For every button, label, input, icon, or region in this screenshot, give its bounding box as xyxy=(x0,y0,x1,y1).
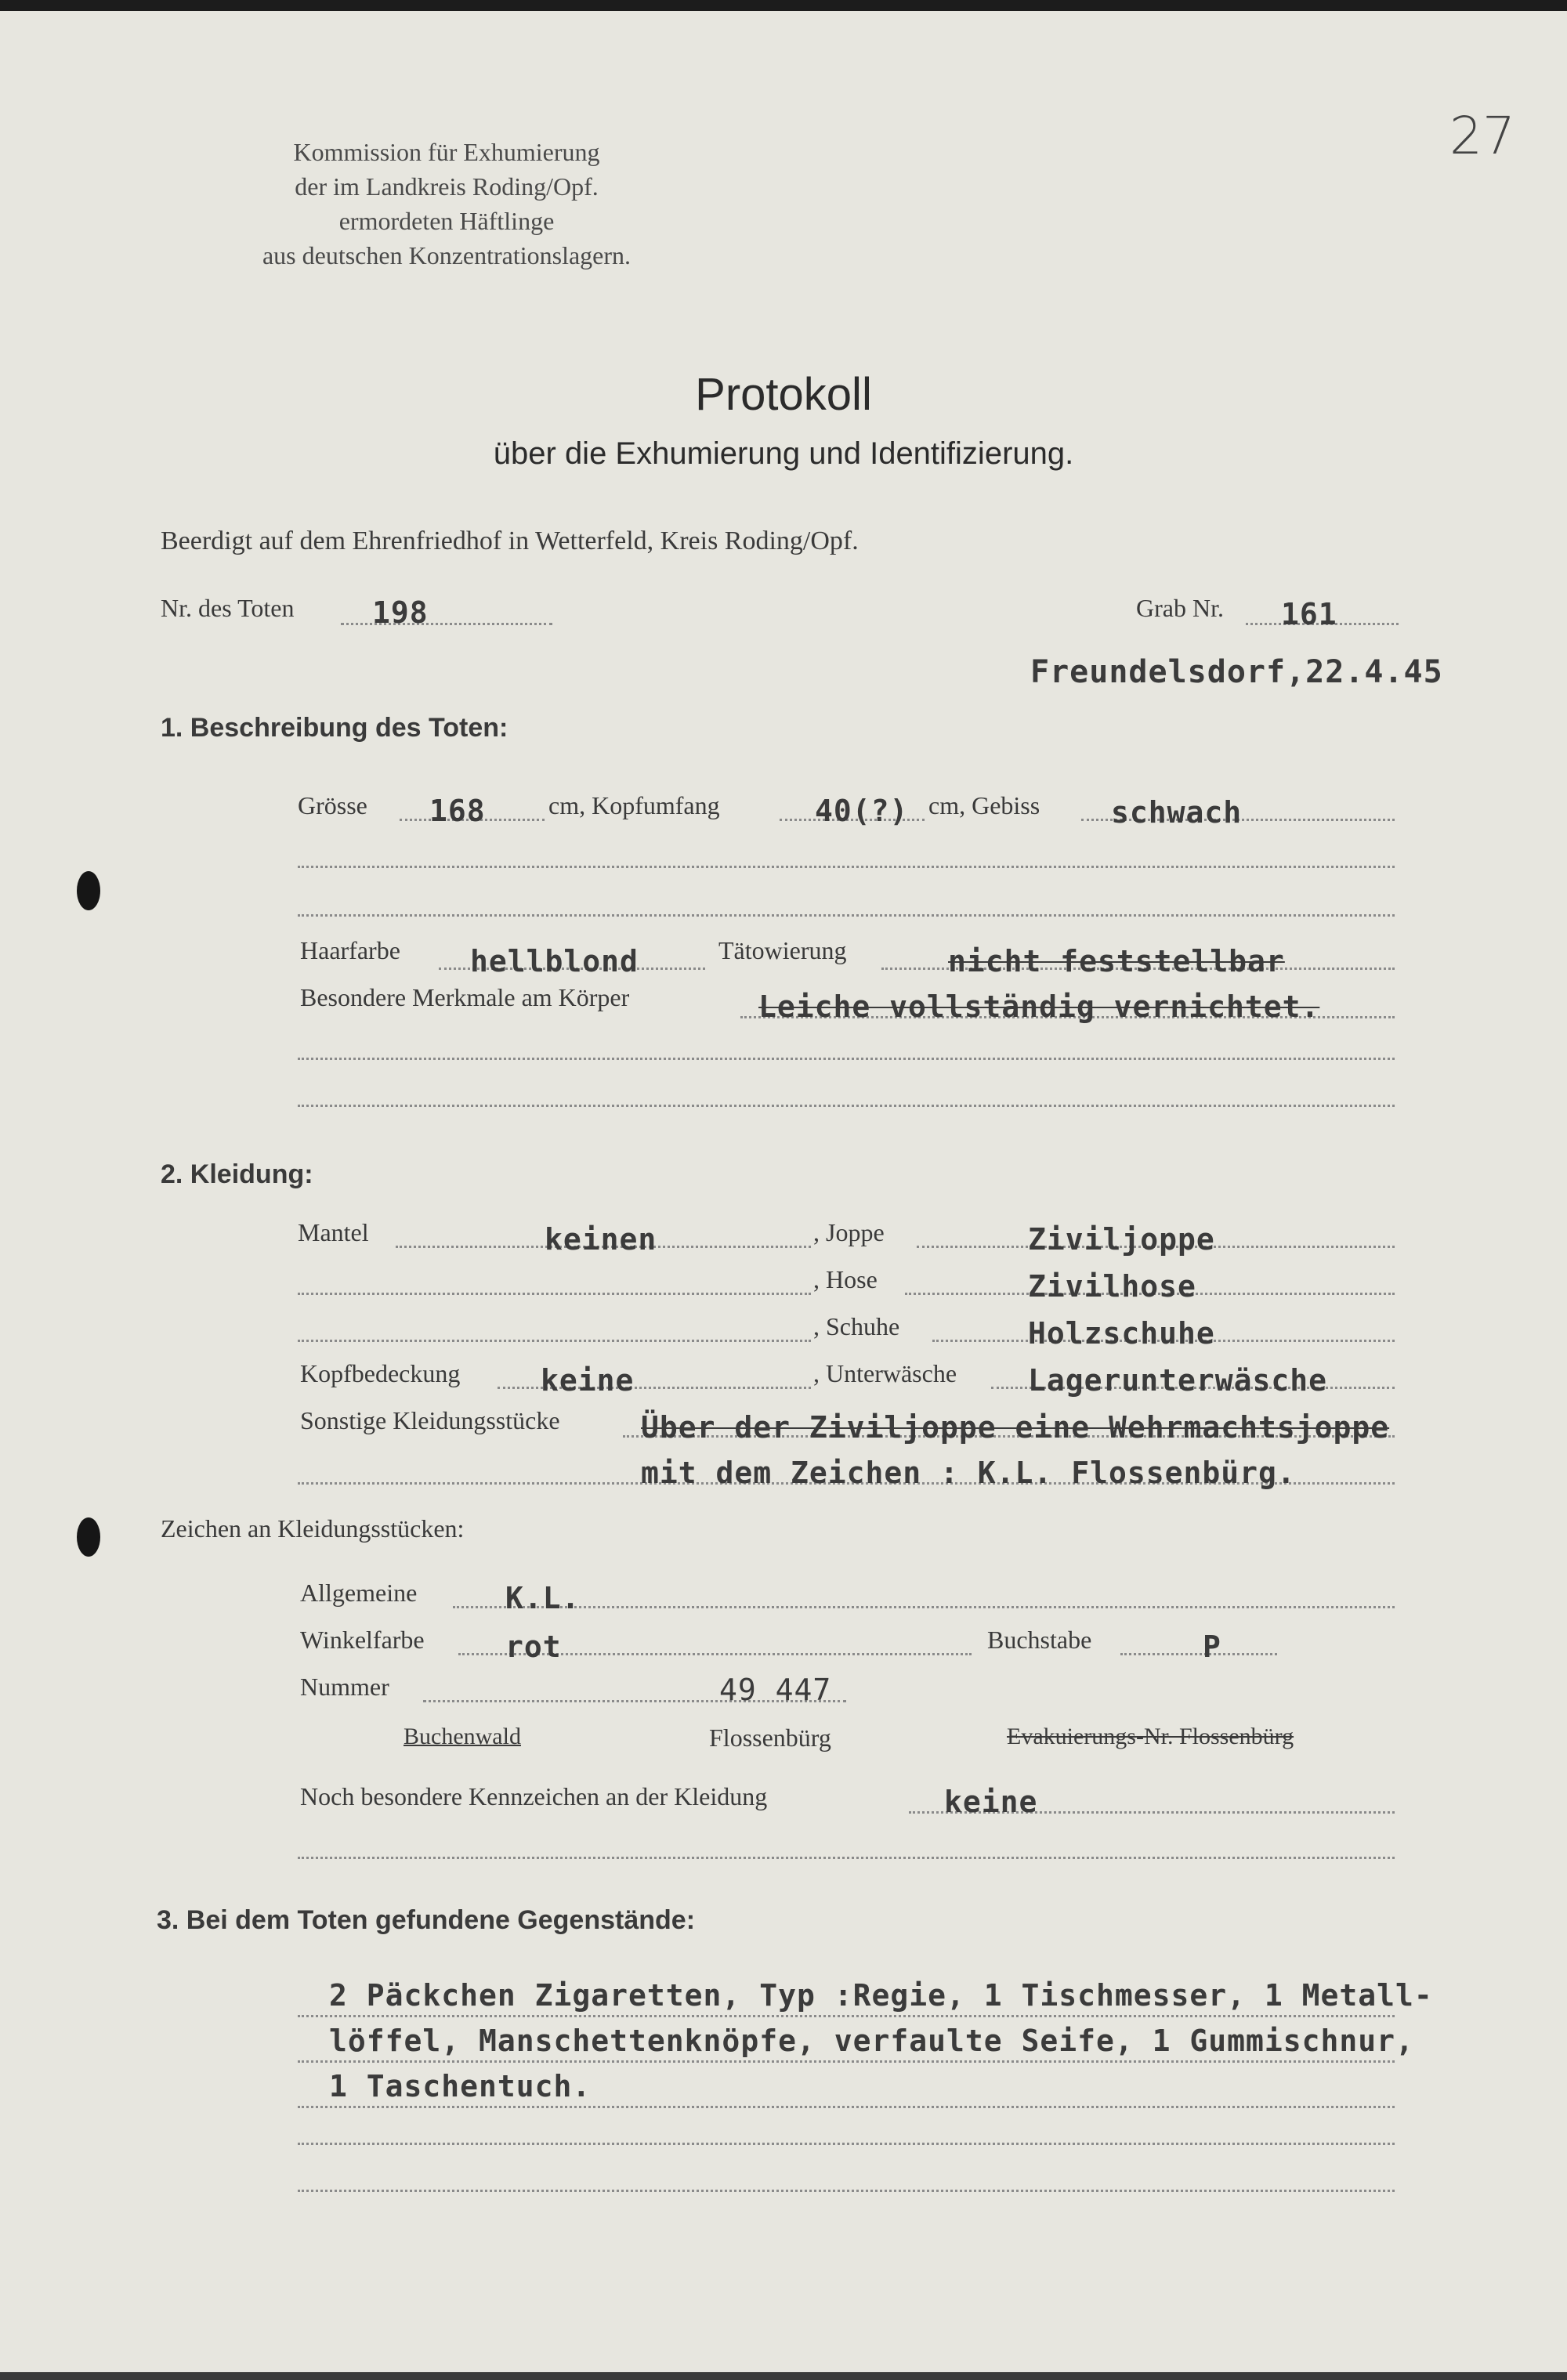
mantel-value: keinen xyxy=(545,1222,657,1257)
camp-buchenwald: Buchenwald xyxy=(404,1724,521,1749)
commission-block xyxy=(188,135,705,273)
commission-line-1: Kommission für Exhumierung xyxy=(293,138,600,166)
grave-number-value: 161 xyxy=(1281,597,1337,631)
kopf-value: keine xyxy=(541,1363,635,1398)
hose-left-dots xyxy=(298,1293,811,1295)
scan-border-top xyxy=(0,0,1567,11)
teeth-value: schwach xyxy=(1111,795,1243,830)
buchstabe-dots xyxy=(1120,1653,1277,1655)
head-circumference-label: cm, Kopfumfang xyxy=(548,791,720,819)
schuhe-value: Holzschuhe xyxy=(1028,1316,1215,1351)
sonstige-line-2: mit dem Zeichen : K.L. Flossenbürg. xyxy=(641,1456,1296,1490)
tattoo-value: nicht feststellbar xyxy=(948,944,1285,978)
unter-label: , Unterwäsche xyxy=(813,1359,957,1387)
section-3-heading: 3. Bei dem Toten gefundene Gegenstände: xyxy=(157,1905,696,1935)
buchstabe-value: P xyxy=(1203,1629,1221,1664)
head-circumference-value: 40(?) xyxy=(815,794,909,828)
buchstabe-label: Buchstabe xyxy=(987,1626,1092,1654)
winkel-label: Winkelfarbe xyxy=(300,1626,425,1654)
teeth-label: cm, Gebiss xyxy=(928,791,1040,819)
dead-number-value: 198 xyxy=(372,595,429,630)
hose-label: , Hose xyxy=(813,1265,878,1293)
dead-number-label: Nr. des Toten xyxy=(161,594,295,622)
hair-value: hellblond xyxy=(470,944,639,978)
nummer-label: Nummer xyxy=(300,1673,389,1701)
section-2-heading: 2. Kleidung: xyxy=(161,1159,313,1189)
evakuierung-nr: Evakuierungs-Nr. Flossenbürg xyxy=(1007,1724,1294,1749)
marks-value: Leiche vollständig vernichtet. xyxy=(758,989,1320,1024)
schuhe-label: , Schuhe xyxy=(813,1312,900,1340)
winkel-value: rot xyxy=(505,1629,562,1664)
items-dots-4 xyxy=(298,2143,1395,2145)
place-date: Freundelsdorf,22.4.45 xyxy=(1030,654,1443,690)
items-dots-2 xyxy=(298,2060,1395,2063)
marks-label: Besondere Merkmale am Körper xyxy=(300,983,630,1011)
camp-flossenburg: Flossenbürg xyxy=(709,1724,831,1752)
page-title: Protokoll xyxy=(695,369,872,420)
blank-line-2 xyxy=(298,914,1395,917)
blank-line-4 xyxy=(298,1105,1395,1107)
height-label: Grösse xyxy=(298,791,367,819)
items-dots-3 xyxy=(298,2106,1395,2108)
mantel-label: Mantel xyxy=(298,1218,369,1246)
punch-hole-top xyxy=(77,871,100,910)
joppe-value: Ziviljoppe xyxy=(1028,1222,1215,1257)
items-line-1: 2 Päckchen Zigaretten, Typ :Regie, 1 Tischmesser, 1 Metall- xyxy=(329,1978,1433,2013)
scan-border-bottom xyxy=(0,2372,1567,2380)
kopf-label: Kopfbedeckung xyxy=(300,1359,461,1387)
unter-value: Lagerunterwäsche xyxy=(1028,1363,1328,1398)
tattoo-label: Tätowierung xyxy=(718,936,847,964)
items-dots-5 xyxy=(298,2190,1395,2192)
blank-line-1 xyxy=(298,866,1395,868)
joppe-label: , Joppe xyxy=(813,1218,885,1246)
page-number: 27 xyxy=(1449,106,1515,166)
blank-line-5 xyxy=(298,1857,1395,1859)
noch-value: keine xyxy=(944,1785,1038,1819)
sonstige-line-1: Über der Ziviljoppe eine Wehrmachtsjoppe xyxy=(641,1410,1390,1445)
allgemeine-label: Allgemeine xyxy=(300,1579,418,1607)
commission-line-4: aus deutschen Konzentrationslagern. xyxy=(262,241,632,269)
items-line-3: 1 Taschentuch. xyxy=(329,2069,592,2103)
items-dots-1 xyxy=(298,2015,1395,2017)
punch-hole-bottom xyxy=(77,1517,100,1557)
blank-line-3 xyxy=(298,1058,1395,1060)
burial-place: Beerdigt auf dem Ehrenfriedhof in Wetterfeld, Kreis Roding/Opf. xyxy=(161,526,859,555)
page-subtitle: über die Exhumierung und Identifizierung. xyxy=(493,436,1074,471)
commission-line-3: ermordeten Häftlinge xyxy=(338,207,555,235)
height-value: 168 xyxy=(429,794,486,828)
hose-value: Zivilhose xyxy=(1028,1269,1196,1304)
allgemeine-dots xyxy=(453,1606,1395,1608)
commission-line-2: der im Landkreis Roding/Opf. xyxy=(295,172,599,201)
items-line-2: löffel, Manschettenknöpfe, verfaulte Seife, 1 Gummischnur, xyxy=(329,2024,1414,2058)
allgemeine-value: K.L. xyxy=(505,1581,581,1615)
hair-label: Haarfarbe xyxy=(300,936,400,964)
grave-number-label: Grab Nr. xyxy=(1136,594,1224,622)
noch-label: Noch besondere Kennzeichen an der Kleidung xyxy=(300,1782,768,1810)
sonstige-label: Sonstige Kleidungsstücke xyxy=(300,1406,560,1434)
section-1-heading: 1. Beschreibung des Toten: xyxy=(161,713,508,743)
nummer-value: 49 447 xyxy=(719,1673,832,1707)
schuhe-left-dots xyxy=(298,1340,811,1342)
zeichen-heading: Zeichen an Kleidungsstücken: xyxy=(161,1514,465,1543)
